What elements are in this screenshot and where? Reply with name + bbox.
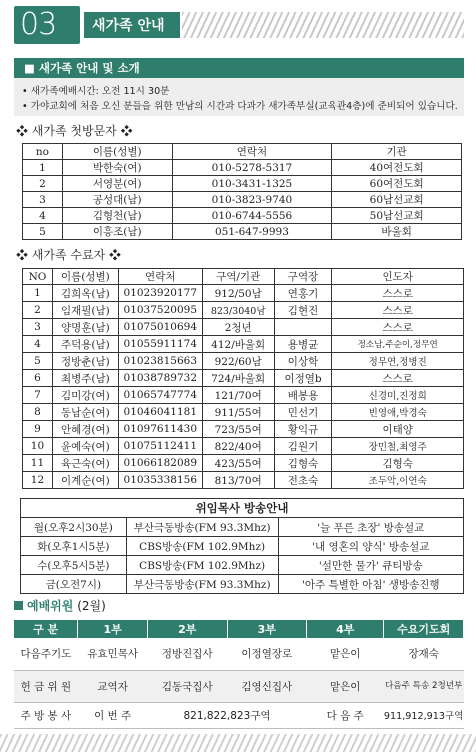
cell: 8 (23, 404, 53, 421)
cell: 01023815663 (118, 353, 202, 370)
cell: 01037520095 (118, 302, 202, 319)
cell: 빈영애,박경숙 (332, 404, 464, 421)
cell: 010-3823-9740 (172, 192, 332, 208)
section-header (14, 6, 464, 46)
cell: 01038789732 (118, 370, 202, 387)
cell: 공성대(남) (62, 192, 172, 208)
cell: 임재필(남) (52, 302, 118, 319)
cell: 다음주기도 (14, 638, 78, 670)
cell: 연홍기 (274, 285, 332, 302)
col-name: 이름(성별) (52, 269, 118, 285)
cell: 5 (23, 353, 53, 370)
cell: 50남선교회 (332, 208, 462, 224)
cell: 01066182089 (118, 455, 202, 472)
cell: 이상학 (274, 353, 332, 370)
cell: 5 (23, 224, 63, 240)
cell: 교역자 (78, 670, 148, 702)
col-org: 기관 (332, 144, 462, 160)
visitors-header-row (23, 144, 462, 160)
next-week-label: 다 음 주 (307, 702, 384, 728)
table-row (21, 518, 464, 537)
intro-welcome-note: • 가야교회에 처음 오신 분들을 위한 만남의 시간과 다과가 새가족부실(교육관4층)에 준비되어 있습니다. (22, 101, 458, 112)
cell: 3 (23, 319, 53, 336)
table-row (23, 387, 464, 404)
table-row (23, 192, 462, 208)
col-no: no (23, 144, 63, 160)
table-row (23, 160, 462, 176)
cell: 민선기 (274, 404, 332, 421)
visitors-table (22, 143, 462, 240)
cell: 헌 금 위 원 (14, 670, 78, 702)
cell: 3 (23, 192, 63, 208)
cell: 배봉용 (274, 387, 332, 404)
visitors-title: ❖ 새가족 첫방문자 ❖ (16, 124, 133, 138)
cell: 스스로 (332, 285, 464, 302)
cell: 121/70여 (202, 387, 274, 404)
cell: 051-647-9993 (172, 224, 332, 240)
col-contact: 연락처 (118, 269, 202, 285)
col-zone-leader: 구역장 (274, 269, 332, 285)
cell: 스스로 (332, 319, 464, 336)
cell: 2 (23, 302, 53, 319)
cell: 724/바울회 (202, 370, 274, 387)
cell: 정무연,정병진 (332, 353, 464, 370)
table-row (23, 421, 464, 438)
section-number-box (14, 6, 80, 44)
cell: 정소남,주순이,정무연 (332, 336, 464, 353)
cell: 이정열b (274, 370, 332, 387)
footer-stripe-decoration (0, 734, 476, 752)
square-bullet-icon (14, 601, 23, 610)
cell: 60여전도회 (332, 176, 462, 192)
col-no: NO (23, 269, 53, 285)
cell: 월(오후2시30분) (21, 518, 127, 537)
col-service-3: 3부 (227, 620, 307, 638)
cell: 01075010694 (118, 319, 202, 336)
cell: 922/60남 (202, 353, 274, 370)
completers-title: ❖ 새가족 수료자 ❖ (16, 248, 121, 262)
cell: 화(오후1시5분) (21, 537, 127, 556)
cell: 이계순(여) (52, 472, 118, 489)
cell: 김현진 (274, 302, 332, 319)
cell: 수(오후5시5분) (21, 556, 127, 575)
cell: 주덕용(남) (52, 336, 118, 353)
cell: 01055911174 (118, 336, 202, 353)
cell: 01046041181 (118, 404, 202, 421)
col-guide: 인도자 (332, 269, 464, 285)
table-row (14, 638, 464, 670)
cell: 01065747774 (118, 387, 202, 404)
completers-header-row (23, 269, 464, 285)
table-row (14, 670, 464, 702)
cell: 김동국집사 (147, 670, 227, 702)
completers-table (22, 268, 464, 489)
table-row (23, 224, 462, 240)
section-title: 새가족 안내 (92, 18, 165, 34)
table-row (23, 472, 464, 489)
col-wednesday: 수요기도회 (384, 620, 464, 638)
table-row (23, 336, 464, 353)
cell: 이태양 (332, 421, 464, 438)
next-week-zones: 911,912,913구역 (384, 702, 464, 728)
cell: 박한숙(여) (62, 160, 172, 176)
cell: 바울회 (332, 224, 462, 240)
col-zone-org: 구역/기관 (202, 269, 274, 285)
cell: 다음주 특송 2청년부 (384, 670, 464, 702)
cell: CBS방송(FM 102.9Mhz) (126, 556, 278, 575)
table-row (21, 575, 464, 594)
cell: 4 (23, 336, 53, 353)
cell: 맡은이 (307, 638, 384, 670)
cell: 스스로 (332, 370, 464, 387)
table-row (23, 455, 464, 472)
col-name: 이름(성별) (62, 144, 172, 160)
cell: 01023920177 (118, 285, 202, 302)
cell: 1 (23, 160, 63, 176)
cell: 부산극동방송(FM 93.3Mhz) (126, 575, 278, 594)
cell: 01097611430 (118, 421, 202, 438)
cell: 서영분(여) (62, 176, 172, 192)
col-service-1: 1부 (78, 620, 148, 638)
section-title-box (84, 12, 180, 38)
this-week-zones: 821,822,823구역 (147, 702, 306, 728)
cell: 김미강(여) (52, 387, 118, 404)
section-number: 03 (20, 7, 57, 42)
table-row (23, 285, 464, 302)
cell: 유효민목사 (78, 638, 148, 670)
cell: 412/바울회 (202, 336, 274, 353)
cell: 안혜경(여) (52, 421, 118, 438)
table-row (23, 302, 464, 319)
worship-header-row (14, 620, 464, 638)
table-row (14, 702, 464, 728)
col-service-2: 2부 (147, 620, 227, 638)
cell: 조두악,이연숙 (332, 472, 464, 489)
header-stripe-decoration (182, 12, 464, 38)
cell: 정방진집사 (147, 638, 227, 670)
cell: '내 영혼의 양식' 방송설교 (278, 537, 463, 556)
cell: 2청년 (202, 319, 274, 336)
cell: 정방춘(남) (52, 353, 118, 370)
table-row (23, 319, 464, 336)
cell: 이흥조(남) (62, 224, 172, 240)
cell: '아주 특별한 아침' 생방송진행 (278, 575, 463, 594)
cell: 최병주(남) (52, 370, 118, 387)
cell: CBS방송(FM 102.9Mhz) (126, 537, 278, 556)
cell: 813/70여 (202, 472, 274, 489)
cell: 9 (23, 421, 53, 438)
intro-box (14, 58, 464, 116)
cell: 60남선교회 (332, 192, 462, 208)
cell: 40여전도회 (332, 160, 462, 176)
cell: 12 (23, 472, 53, 489)
table-row (21, 537, 464, 556)
cell: 010-6744-5556 (172, 208, 332, 224)
cell: 1 (23, 285, 53, 302)
table-row (23, 370, 464, 387)
cell: 양명훈(남) (52, 319, 118, 336)
table-row (21, 556, 464, 575)
intro-heading-bar (14, 58, 464, 78)
cell: 10 (23, 438, 53, 455)
cell: 4 (23, 208, 63, 224)
col-category: 구 분 (14, 620, 78, 638)
cell: 부산극동방송(FM 93.3Mhz) (126, 518, 278, 537)
cell: 01035338156 (118, 472, 202, 489)
cell: 스스로 (332, 302, 464, 319)
cell: 822/40여 (202, 438, 274, 455)
cell: '늘 푸른 초장' 방송설교 (278, 518, 463, 537)
broadcast-title: 위임목사 방송안내 (195, 501, 289, 515)
cell: 김희옥(남) (52, 285, 118, 302)
cell: 동남순(여) (52, 404, 118, 421)
cell: 911/55여 (202, 404, 274, 421)
cell: 윤예숙(여) (52, 438, 118, 455)
cell: 2 (23, 176, 63, 192)
cell: 김형숙 (332, 455, 464, 472)
table-row (23, 353, 464, 370)
cell: 01075112411 (118, 438, 202, 455)
broadcast-table (20, 517, 464, 594)
worship-committee-title: 예배위원 (27, 599, 74, 613)
worship-committee-heading (14, 597, 106, 614)
cell: 11 (23, 455, 53, 472)
cell: 김형천(남) (62, 208, 172, 224)
worship-committee-table (14, 620, 464, 729)
cell: 맡은이 (307, 670, 384, 702)
cell: 황익규 (274, 421, 332, 438)
cell: 금(오전7시) (21, 575, 127, 594)
cell: 이정열장로 (227, 638, 307, 670)
intro-worship-time: • 새가족예배시간: 오전 11시 30분 (22, 86, 170, 97)
col-service-4: 4부 (307, 620, 384, 638)
cell: '설만한 물가' 큐티방송 (278, 556, 463, 575)
table-row (23, 176, 462, 192)
cell: 010-5278-5317 (172, 160, 332, 176)
table-row (23, 208, 462, 224)
cell: 423/55여 (202, 455, 274, 472)
cell: 010-3431-1325 (172, 176, 332, 192)
cell: 김원기 (274, 438, 332, 455)
intro-heading: ■ 새가족 안내 및 소개 (24, 61, 140, 75)
table-row (23, 404, 464, 421)
kitchen-duty-label: 주 방 봉 사 (14, 702, 78, 728)
cell: 용병균 (274, 336, 332, 353)
cell (274, 319, 332, 336)
cell: 7 (23, 387, 53, 404)
cell: 김영신집사 (227, 670, 307, 702)
cell: 6 (23, 370, 53, 387)
cell: 신경미,진정희 (332, 387, 464, 404)
cell: 912/50남 (202, 285, 274, 302)
cell: 전초숙 (274, 472, 332, 489)
worship-committee-month: (2월) (77, 599, 106, 613)
cell: 장재숙 (384, 638, 464, 670)
cell: 723/55여 (202, 421, 274, 438)
cell: 육근숙(여) (52, 455, 118, 472)
col-contact: 연락처 (172, 144, 332, 160)
cell: 823/3040남 (202, 302, 274, 319)
table-row (23, 438, 464, 455)
cell: 김형숙 (274, 455, 332, 472)
cell: 장민철,최영주 (332, 438, 464, 455)
this-week-label: 이 번 주 (78, 702, 148, 728)
